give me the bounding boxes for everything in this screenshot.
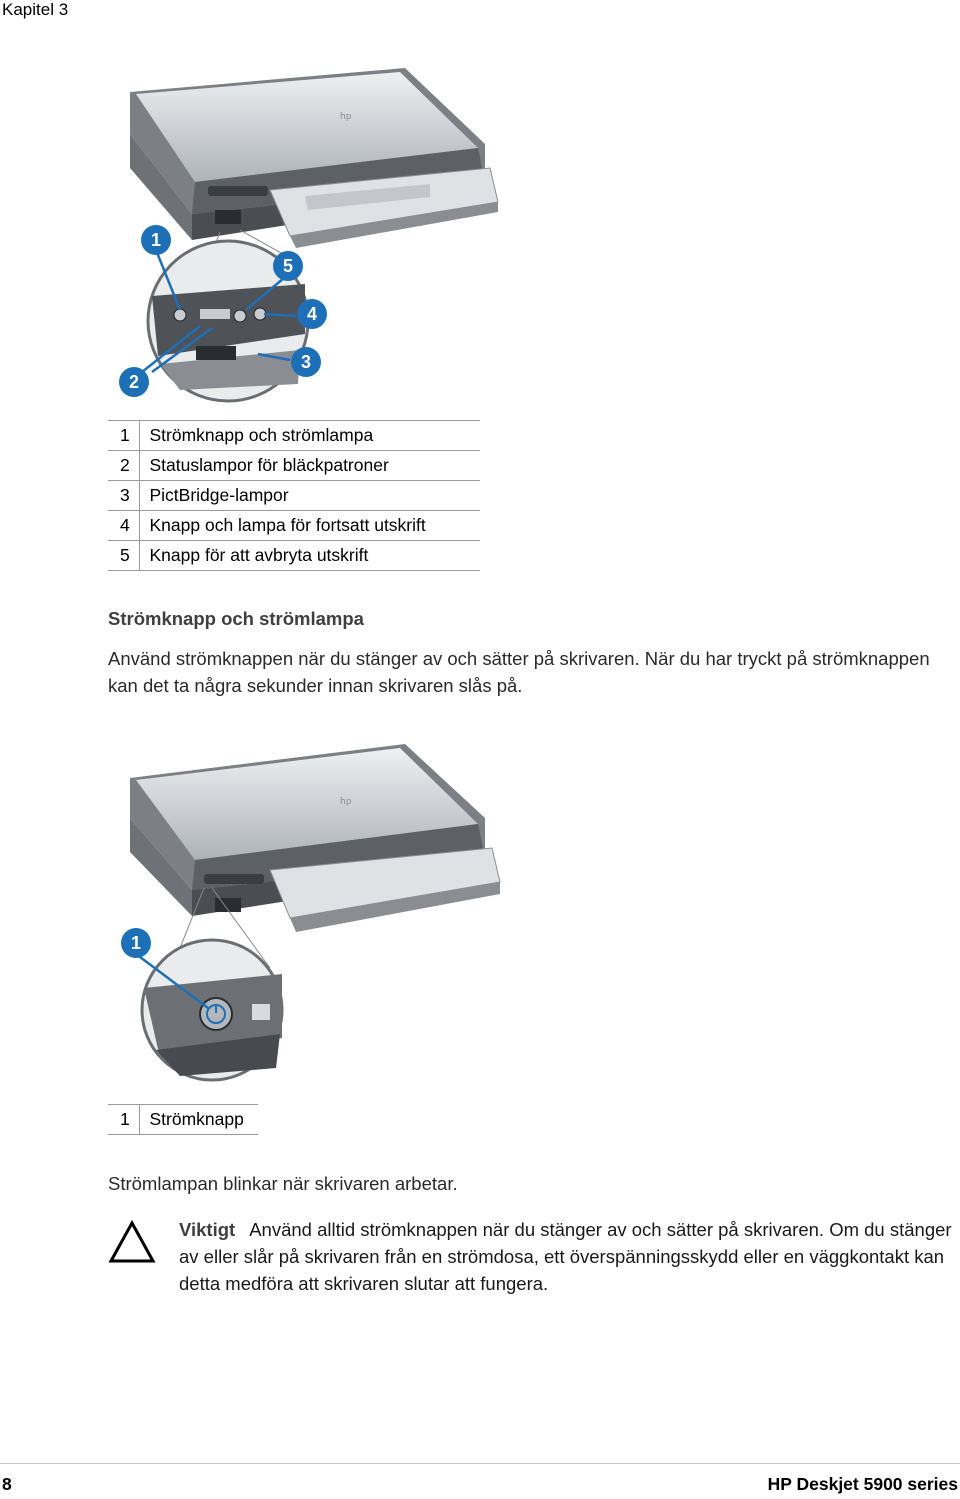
legend-row	[108, 1105, 258, 1135]
printer-illustration	[130, 68, 498, 248]
callout-1	[121, 928, 151, 958]
callout-4	[297, 299, 327, 329]
legend-row	[108, 541, 480, 571]
product-name: HP Deskjet 5900 series	[767, 1474, 958, 1494]
figure2-legend-table	[108, 1104, 258, 1135]
svg-text:5: 5	[282, 256, 294, 276]
callout-1	[141, 225, 171, 255]
legend-number: 2	[108, 451, 139, 481]
callout-5	[273, 251, 303, 281]
legend-text: PictBridge-lampor	[139, 481, 480, 511]
power-button-zoom-circle	[142, 940, 282, 1080]
legend-text: Knapp för att avbryta utskrift	[139, 541, 480, 571]
warning-triangle-icon	[108, 1219, 156, 1267]
printer-power-button-figure	[100, 738, 520, 1088]
printer-control-panel-figure	[100, 64, 520, 404]
status-light-paragraph: Strömlampan blinkar när skrivaren arbetar.	[108, 1173, 458, 1194]
svg-text:hp: hp	[340, 112, 352, 122]
legend-number: 3	[108, 481, 139, 511]
svg-text:4: 4	[306, 304, 318, 324]
figure1-legend-table	[108, 420, 480, 571]
legend-row	[108, 421, 480, 451]
legend-row	[108, 511, 480, 541]
printer-illustration	[130, 744, 500, 932]
legend-row	[108, 481, 480, 511]
svg-text:1: 1	[150, 230, 162, 250]
callout-2	[119, 367, 149, 397]
section-paragraph: Använd strömknappen när du stänger av och sätter på skrivaren. När du har tryckt på strömknappen kan det ta några sekunder innan skrivaren slås på.	[108, 648, 930, 696]
legend-text: Knapp och lampa för fortsatt utskrift	[139, 511, 480, 541]
legend-text: Strömknapp	[139, 1105, 258, 1135]
callout-3	[291, 347, 321, 377]
warning-note	[179, 1216, 959, 1297]
svg-text:2: 2	[128, 372, 140, 392]
legend-number: 1	[108, 421, 139, 451]
page-number: 8	[2, 1474, 12, 1494]
legend-text: Strömknapp och strömlampa	[139, 421, 480, 451]
legend-number: 4	[108, 511, 139, 541]
warning-label: Viktigt	[179, 1219, 236, 1240]
svg-text:3: 3	[300, 352, 312, 372]
chapter-header: Kapitel 3	[2, 0, 69, 19]
legend-row	[108, 451, 480, 481]
legend-number: 1	[108, 1105, 139, 1135]
section-heading: Strömknapp och strömlampa	[108, 608, 364, 629]
legend-text: Statuslampor för bläckpatroner	[139, 451, 480, 481]
svg-text:1: 1	[130, 933, 142, 953]
legend-number: 5	[108, 541, 139, 571]
warning-text: Använd alltid strömknappen när du stänger av och sätter på skrivaren. Om du stänger av eller slår på skrivaren från en strömdosa, ett överspänningsskydd eller en väggkontakt kan detta medföra att skrivaren slutar att fungera.	[179, 1219, 952, 1294]
svg-text:hp: hp	[340, 797, 352, 807]
footer-divider	[0, 1463, 960, 1464]
